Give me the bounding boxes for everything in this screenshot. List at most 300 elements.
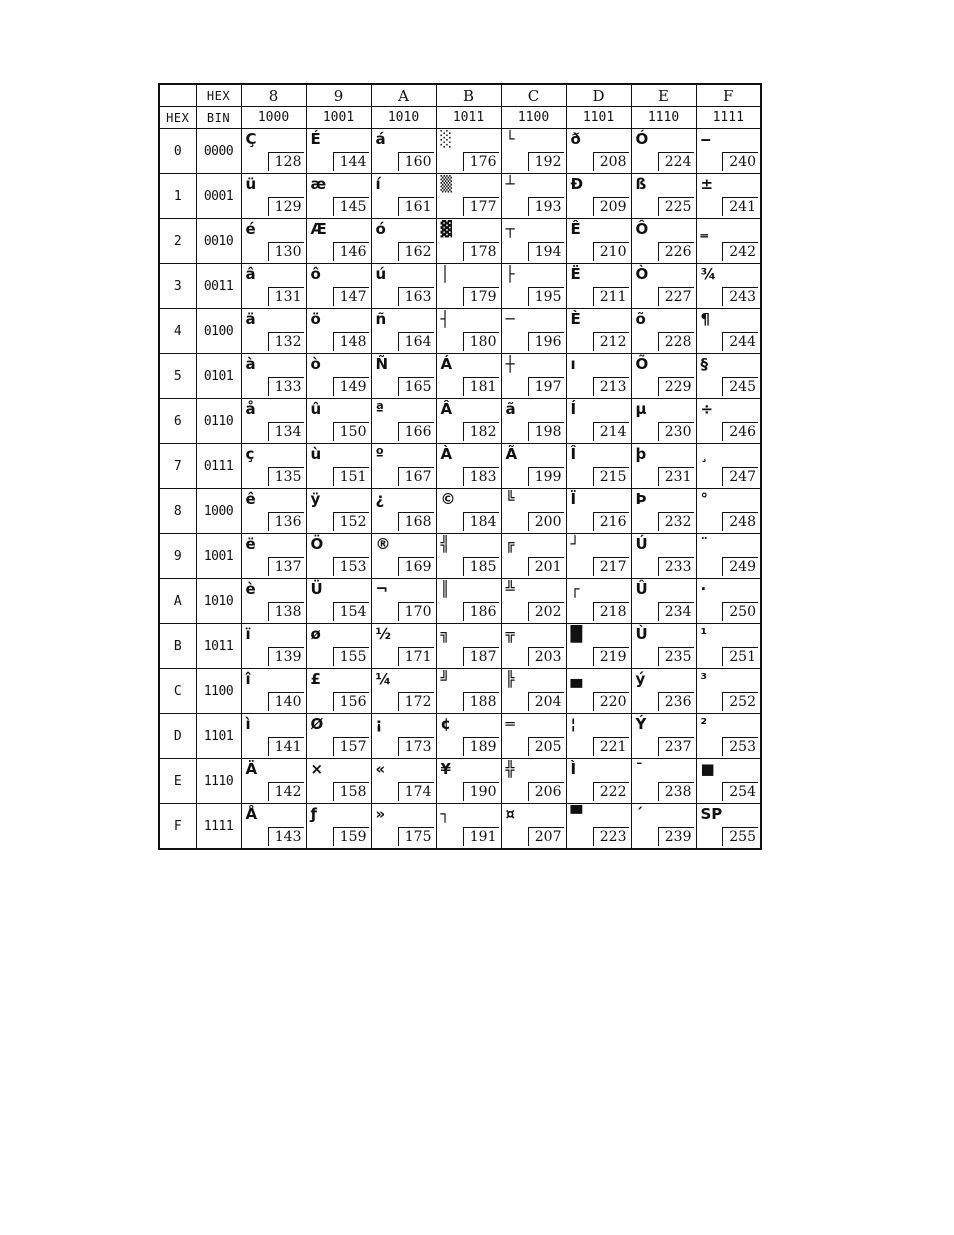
char-glyph: ╬	[505, 760, 515, 778]
char-cell	[371, 174, 436, 219]
char-cell	[436, 714, 501, 759]
char-code: 225	[658, 197, 694, 216]
char-cell	[566, 759, 631, 804]
char-glyph: »	[375, 805, 386, 823]
char-code: 143	[268, 827, 304, 846]
column-hex-header-row	[159, 84, 761, 107]
char-code: 249	[722, 557, 758, 576]
char-glyph: ¼	[375, 670, 392, 688]
char-glyph: SP	[700, 805, 723, 823]
row-bin-label: 1101	[196, 714, 241, 759]
char-glyph: Ê	[570, 220, 581, 238]
char-code: 195	[528, 287, 564, 306]
char-cell	[306, 669, 371, 714]
char-glyph: ¢	[440, 715, 451, 733]
char-glyph: §	[700, 355, 708, 373]
char-glyph: ‒	[700, 130, 711, 148]
char-cell	[436, 399, 501, 444]
char-cell	[501, 579, 566, 624]
column-bin-label: 1000	[241, 107, 306, 129]
char-glyph: ╣	[440, 535, 450, 553]
char-code: 146	[333, 242, 369, 261]
char-code: 130	[268, 242, 304, 261]
char-code: 204	[528, 692, 564, 711]
char-cell	[631, 624, 696, 669]
char-glyph: è	[245, 580, 256, 598]
char-cell	[306, 759, 371, 804]
char-glyph: ╠	[505, 670, 515, 688]
char-code: 197	[528, 377, 564, 396]
hex-header-label: HEX	[196, 84, 241, 107]
corner-cell	[159, 84, 196, 107]
char-cell	[566, 399, 631, 444]
char-code: 193	[528, 197, 564, 216]
char-glyph: É	[310, 130, 321, 148]
char-cell	[306, 804, 371, 850]
char-cell	[436, 174, 501, 219]
char-glyph: í	[375, 175, 381, 193]
char-cell	[371, 579, 436, 624]
char-code: 218	[593, 602, 629, 621]
char-cell	[436, 489, 501, 534]
char-glyph: ·	[700, 580, 707, 598]
char-code: 227	[658, 287, 694, 306]
char-code: 233	[658, 557, 694, 576]
char-cell	[501, 804, 566, 850]
char-glyph: ç	[245, 445, 255, 463]
char-cell	[566, 804, 631, 850]
char-code: 212	[593, 332, 629, 351]
char-cell	[501, 219, 566, 264]
char-glyph: ¾	[700, 265, 717, 283]
char-code: 226	[658, 242, 694, 261]
char-code: 175	[398, 827, 434, 846]
char-cell	[696, 354, 761, 399]
char-code: 131	[268, 287, 304, 306]
char-code: 169	[398, 557, 434, 576]
row-hex-label: 2	[159, 219, 196, 264]
char-code: 229	[658, 377, 694, 396]
char-code: 151	[333, 467, 369, 486]
char-code: 214	[593, 422, 629, 441]
char-glyph: ð	[570, 130, 581, 148]
column-hex-label: F	[696, 84, 761, 107]
char-code: 135	[268, 467, 304, 486]
char-glyph: ½	[375, 625, 392, 643]
table-body	[159, 129, 761, 850]
char-code: 224	[658, 152, 694, 171]
char-glyph: å	[245, 400, 256, 418]
row-hex-label: 1	[159, 174, 196, 219]
char-code: 231	[658, 467, 694, 486]
char-code: 189	[463, 737, 499, 756]
char-cell	[631, 129, 696, 174]
table-row	[159, 669, 761, 714]
column-bin-label: 1110	[631, 107, 696, 129]
char-code: 159	[333, 827, 369, 846]
char-code: 247	[722, 467, 758, 486]
char-cell	[241, 309, 306, 354]
char-code: 239	[658, 827, 694, 846]
char-cell	[696, 489, 761, 534]
char-glyph: ¿	[375, 490, 385, 508]
char-cell	[566, 174, 631, 219]
char-code: 184	[463, 512, 499, 531]
char-code: 142	[268, 782, 304, 801]
char-glyph: ├	[505, 265, 515, 283]
row-hex-label: 5	[159, 354, 196, 399]
char-cell	[306, 534, 371, 579]
char-cell	[241, 534, 306, 579]
char-cell	[631, 804, 696, 850]
row-hex-label: E	[159, 759, 196, 804]
char-cell	[306, 174, 371, 219]
bin-column-label: BIN	[196, 107, 241, 129]
char-glyph: Î	[570, 445, 577, 463]
char-code: 232	[658, 512, 694, 531]
char-cell	[501, 174, 566, 219]
char-code: 136	[268, 512, 304, 531]
char-cell	[241, 714, 306, 759]
char-cell	[436, 624, 501, 669]
char-cell	[241, 264, 306, 309]
char-code: 206	[528, 782, 564, 801]
char-cell	[436, 219, 501, 264]
char-code: 167	[398, 467, 434, 486]
row-hex-label: D	[159, 714, 196, 759]
char-code: 170	[398, 602, 434, 621]
char-glyph: ë	[245, 535, 256, 553]
char-cell	[501, 444, 566, 489]
char-cell	[631, 174, 696, 219]
char-code: 223	[593, 827, 629, 846]
char-code: 144	[333, 152, 369, 171]
char-cell	[501, 624, 566, 669]
table-row	[159, 399, 761, 444]
hex-column-label: HEX	[159, 107, 196, 129]
char-cell	[631, 444, 696, 489]
char-glyph: ²	[700, 715, 708, 733]
row-bin-label: 0010	[196, 219, 241, 264]
char-cell	[566, 129, 631, 174]
char-glyph: ¸	[700, 445, 708, 463]
char-code: 141	[268, 737, 304, 756]
char-code: 191	[463, 827, 499, 846]
char-code: 162	[398, 242, 434, 261]
char-glyph: ┼	[505, 355, 515, 373]
column-bin-label: 1001	[306, 107, 371, 129]
char-glyph: Ë	[570, 265, 581, 283]
char-glyph: æ	[310, 175, 327, 193]
char-code: 209	[593, 197, 629, 216]
char-glyph: Ü	[310, 580, 323, 598]
char-code: 253	[722, 737, 758, 756]
char-glyph: ú	[375, 265, 387, 283]
char-glyph: ┤	[440, 310, 450, 328]
char-code: 147	[333, 287, 369, 306]
char-glyph: Ì	[570, 760, 577, 778]
char-glyph: À	[440, 445, 453, 463]
char-glyph: ░	[440, 130, 453, 148]
char-cell	[696, 219, 761, 264]
char-cell	[696, 669, 761, 714]
char-glyph: ä	[245, 310, 256, 328]
char-code: 201	[528, 557, 564, 576]
char-code: 173	[398, 737, 434, 756]
table-row	[159, 534, 761, 579]
column-bin-header-row	[159, 107, 761, 129]
char-cell	[371, 309, 436, 354]
char-cell	[436, 669, 501, 714]
char-glyph: ó	[375, 220, 386, 238]
char-cell	[501, 759, 566, 804]
char-cell	[501, 354, 566, 399]
char-code: 194	[528, 242, 564, 261]
char-glyph: ╩	[505, 580, 515, 598]
char-code: 252	[722, 692, 758, 711]
char-glyph: ┌	[570, 580, 580, 598]
char-glyph: ò	[310, 355, 321, 373]
char-code: 200	[528, 512, 564, 531]
char-code: 234	[658, 602, 694, 621]
char-cell	[566, 219, 631, 264]
char-cell	[566, 534, 631, 579]
char-glyph: ê	[245, 490, 256, 508]
char-glyph: ù	[310, 445, 322, 463]
char-code: 208	[593, 152, 629, 171]
char-glyph: ¥	[440, 760, 451, 778]
row-bin-label: 0100	[196, 309, 241, 354]
char-glyph: Ð	[570, 175, 584, 193]
char-cell	[631, 399, 696, 444]
char-code: 210	[593, 242, 629, 261]
char-cell	[631, 669, 696, 714]
char-glyph: Â	[440, 400, 453, 418]
char-glyph: ▓	[440, 220, 453, 238]
table-row	[159, 579, 761, 624]
char-glyph: à	[245, 355, 256, 373]
char-code: 202	[528, 602, 564, 621]
char-code: 235	[658, 647, 694, 666]
char-glyph: ý	[635, 670, 646, 688]
char-code: 129	[268, 197, 304, 216]
char-cell	[241, 759, 306, 804]
char-glyph: └	[505, 130, 515, 148]
char-code: 186	[463, 602, 499, 621]
char-glyph: ´	[635, 805, 643, 823]
char-cell	[371, 444, 436, 489]
row-hex-label: 7	[159, 444, 196, 489]
char-cell	[241, 579, 306, 624]
char-glyph: Þ	[635, 490, 647, 508]
char-glyph: ‗	[700, 220, 708, 238]
char-cell	[436, 264, 501, 309]
char-cell	[371, 264, 436, 309]
char-code: 145	[333, 197, 369, 216]
table-row	[159, 264, 761, 309]
char-code: 217	[593, 557, 629, 576]
char-glyph: Ò	[635, 265, 649, 283]
char-cell	[371, 489, 436, 534]
char-glyph: Ä	[245, 760, 258, 778]
char-glyph: ø	[310, 625, 321, 643]
char-code: 163	[398, 287, 434, 306]
char-glyph: Ç	[245, 130, 257, 148]
char-cell	[696, 174, 761, 219]
char-cell	[566, 669, 631, 714]
char-glyph: þ	[635, 445, 647, 463]
char-code: 180	[463, 332, 499, 351]
char-cell	[306, 579, 371, 624]
column-hex-label: B	[436, 84, 501, 107]
char-glyph: °	[700, 490, 708, 508]
row-hex-label: F	[159, 804, 196, 850]
row-bin-label: 0101	[196, 354, 241, 399]
char-cell	[371, 399, 436, 444]
char-cell	[241, 624, 306, 669]
char-cell	[631, 489, 696, 534]
char-glyph: ¶	[700, 310, 711, 328]
char-glyph: Õ	[635, 355, 649, 373]
row-bin-label: 0011	[196, 264, 241, 309]
char-glyph: ã	[505, 400, 516, 418]
char-glyph: █	[570, 625, 583, 643]
column-hex-label: 8	[241, 84, 306, 107]
column-bin-label: 1011	[436, 107, 501, 129]
char-cell	[371, 624, 436, 669]
row-bin-label: 0110	[196, 399, 241, 444]
char-glyph: ▄	[570, 670, 583, 688]
char-code: 220	[593, 692, 629, 711]
char-cell	[631, 309, 696, 354]
char-glyph: ¤	[505, 805, 516, 823]
char-code: 185	[463, 557, 499, 576]
char-cell	[696, 534, 761, 579]
char-cell	[566, 354, 631, 399]
char-code: 164	[398, 332, 434, 351]
char-code: 137	[268, 557, 304, 576]
char-cell	[306, 309, 371, 354]
char-code: 244	[722, 332, 758, 351]
char-cell	[631, 264, 696, 309]
char-code: 155	[333, 647, 369, 666]
char-glyph: ª	[375, 400, 384, 418]
char-cell	[696, 714, 761, 759]
table-row	[159, 759, 761, 804]
char-code: 199	[528, 467, 564, 486]
char-cell	[566, 714, 631, 759]
char-code: 205	[528, 737, 564, 756]
char-cell	[436, 759, 501, 804]
char-cell	[501, 714, 566, 759]
char-glyph: Ú	[635, 535, 648, 553]
char-cell	[241, 444, 306, 489]
char-glyph: ü	[245, 175, 257, 193]
char-code: 160	[398, 152, 434, 171]
char-cell	[566, 309, 631, 354]
char-glyph: ╔	[505, 535, 515, 553]
char-glyph: ┐	[440, 805, 450, 823]
char-code: 140	[268, 692, 304, 711]
char-cell	[696, 264, 761, 309]
char-code: 198	[528, 422, 564, 441]
char-code: 230	[658, 422, 694, 441]
char-code: 158	[333, 782, 369, 801]
char-code: 203	[528, 647, 564, 666]
row-hex-label: 0	[159, 129, 196, 174]
column-bin-label: 1111	[696, 107, 761, 129]
char-glyph: Ï	[570, 490, 577, 508]
char-code: 242	[722, 242, 758, 261]
char-code: 174	[398, 782, 434, 801]
char-cell	[501, 399, 566, 444]
char-glyph: Ó	[635, 130, 649, 148]
char-cell	[306, 624, 371, 669]
char-code: 192	[528, 152, 564, 171]
char-code: 250	[722, 602, 758, 621]
char-code: 245	[722, 377, 758, 396]
char-glyph: «	[375, 760, 386, 778]
char-glyph: ì	[245, 715, 251, 733]
char-code: 196	[528, 332, 564, 351]
char-glyph: ×	[310, 760, 324, 778]
char-code: 183	[463, 467, 499, 486]
char-cell	[501, 129, 566, 174]
column-bin-label: 1100	[501, 107, 566, 129]
table-row	[159, 804, 761, 850]
char-cell	[436, 129, 501, 174]
char-cell	[306, 264, 371, 309]
char-glyph: ═	[505, 715, 515, 733]
row-bin-label: 1110	[196, 759, 241, 804]
char-code: 177	[463, 197, 499, 216]
char-glyph: ╗	[440, 625, 450, 643]
char-cell	[371, 759, 436, 804]
row-bin-label: 1010	[196, 579, 241, 624]
char-code: 181	[463, 377, 499, 396]
char-code: 246	[722, 422, 758, 441]
char-glyph: Á	[440, 355, 453, 373]
char-glyph: î	[245, 670, 251, 688]
char-cell	[566, 489, 631, 534]
char-glyph: Ø	[310, 715, 324, 733]
char-glyph: ı	[570, 355, 576, 373]
char-cell	[241, 489, 306, 534]
char-code: 157	[333, 737, 369, 756]
char-cell	[306, 399, 371, 444]
char-cell	[696, 444, 761, 489]
char-cell	[696, 804, 761, 850]
char-glyph: â	[245, 265, 256, 283]
char-cell	[696, 579, 761, 624]
char-code: 228	[658, 332, 694, 351]
char-code: 211	[593, 287, 629, 306]
char-code: 166	[398, 422, 434, 441]
char-cell	[631, 759, 696, 804]
char-code: 156	[333, 692, 369, 711]
char-glyph: Í	[570, 400, 577, 418]
table-row	[159, 354, 761, 399]
char-cell	[436, 354, 501, 399]
char-cell	[371, 219, 436, 264]
row-hex-label: C	[159, 669, 196, 714]
char-code: 168	[398, 512, 434, 531]
char-cell	[371, 129, 436, 174]
char-cell	[306, 444, 371, 489]
char-glyph: ¬	[375, 580, 389, 598]
char-cell	[696, 759, 761, 804]
column-bin-label: 1101	[566, 107, 631, 129]
